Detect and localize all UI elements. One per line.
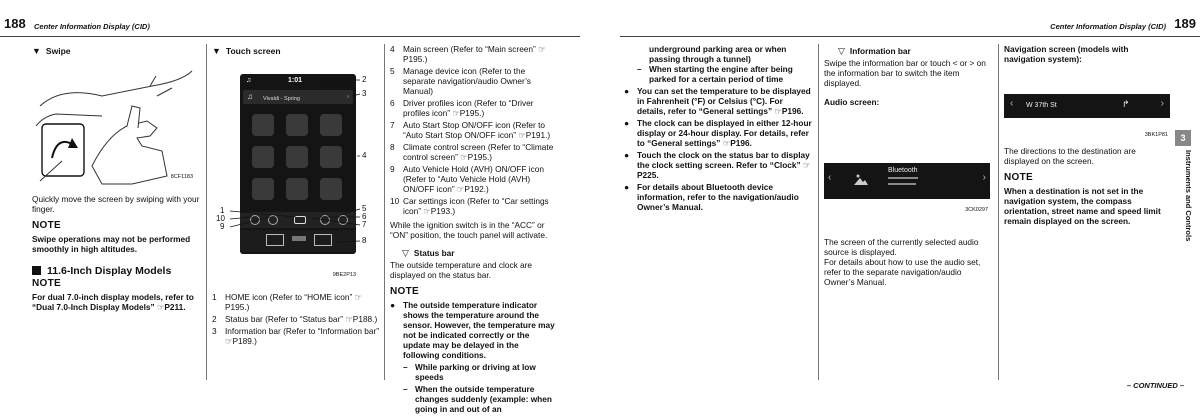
navigation-screen[interactable] [1004,94,1170,118]
list-item: 9 Auto Vehicle Hold (AVH) ON/OFF icon (Refer to “Auto Vehicle Hold (AVH) ON/OFF icon” ☞P192.) [390,164,544,194]
touch-screen-column [212,44,380,348]
chapter-tab: 3 [1175,130,1191,146]
information-bar-column [824,44,992,287]
note-bullet: ● The outside temperature indicator shows the temperature around the sensor. However, the temperature may not be indicated correctly or the update may be delayed in the following conditions. [390,300,555,360]
media-title: Vivaldi - Spring [263,96,300,102]
figure-code: 9BE2P13 [332,272,356,278]
navigation-column [1004,44,1170,226]
status-clock[interactable]: 1:01 [288,77,303,84]
note-heading: NOTE [32,278,61,289]
square-bullet-icon [32,266,41,275]
note-heading: NOTE [32,220,61,231]
navigation-figure [1004,64,1170,146]
note-bullet: ● Touch the clock on the status bar to display the clock setting screen. Refer to “Clock” ☞P225. [624,150,811,180]
figure-code: 3CK0297 [965,207,988,213]
triangle-down-icon: ▼ [212,46,221,56]
ignition-text: While the ignition switch is in the “ACC” or “ON” position, the touch panel will activate. [390,220,548,240]
audio-text: For details about how to use the audio set, refer to the separate navigation/audio Owner’s Manual. [824,257,981,287]
swipe-illustration [32,66,197,186]
music-note-icon: ♫ [247,92,253,101]
album-art-icon [854,173,868,185]
note-bullet: ● For details about Bluetooth device information, refer to the navigation/audio Owner’s Manual. [624,182,799,212]
touch-screen-figure [212,66,380,286]
triangle-outline-icon: ▽ [838,46,845,56]
note-bullet: ● The clock can be displayed in either 12-hour display or 24-hour display. For details, refer to “General settings” ☞P196. [624,118,812,148]
callout-2: 2 [362,75,367,84]
callout-4: 4 [362,151,367,160]
column-divider [206,44,207,380]
information-bar-text: Swipe the information bar or touch < or > on the information bar to switch the item displayed. [824,58,986,88]
bullet-icon: ● [390,300,396,310]
music-note-icon: ♫ [246,77,252,84]
touch-screen-legend-list-cont [390,44,556,216]
chevron-left-icon[interactable]: ‹ [1010,98,1014,109]
audio-screen-figure [824,107,990,237]
audio-text: The screen of the currently selected audio source is displayed. [824,237,979,257]
column-divider [998,44,999,380]
swipe-note-text: Swipe operations may not be performed smoothly in high altitudes. [32,234,191,254]
list-item: 6 Driver profiles icon (Refer to “Driver profiles icon” ☞P195.) [390,98,534,118]
swipe-text: Quickly move the screen by swiping with your finger. [32,194,200,214]
swipe-figure [32,66,197,186]
chevron-right-icon[interactable]: › [347,94,349,100]
touch-screen-legend-list [212,292,380,346]
track-info-line [888,177,918,179]
audio-screen-heading: Audio screen: [824,97,880,107]
nav-street-name: W 37th St [1026,102,1057,109]
callout-3: 3 [362,89,367,98]
callout-10: 10 [216,214,225,223]
chevron-left-icon[interactable]: ‹ [828,172,832,183]
header-title: Center Information Display (CID) [1050,22,1166,31]
bullet-icon: ● [624,86,630,96]
left-page [0,0,580,414]
chevron-right-icon[interactable]: › [982,172,986,183]
continued-label: – CONTINUED – [1126,381,1184,390]
swipe-heading: ▼ Swipe [32,46,71,56]
track-info-line [888,183,916,185]
list-item: 3 Information bar (Refer to “Information bar” ☞P189.) [212,326,380,346]
right-page-header [620,14,1200,37]
bullet-icon: ● [624,118,630,128]
bullet-icon: ● [624,182,630,192]
navigation-text: The directions to the destination are displayed on the screen. [1004,146,1136,166]
note-dash-item: – When the outside temperature changes suddenly (example: when going in and out of an [403,384,552,414]
audio-screen[interactable] [824,163,990,199]
status-bar-text: The outside temperature and clock are displayed on the status bar. [390,260,533,280]
chevron-right-icon[interactable]: › [1160,98,1164,109]
callout-8: 8 [362,236,367,245]
triangle-down-icon: ▼ [32,46,41,56]
note-heading: NOTE [1004,172,1033,183]
settings-column [624,44,812,214]
note-bullet: ● You can set the temperature to be displayed in Fahrenheit (°F) or Celsius (°C). For details, refer to “General settings” ☞P196. [624,86,811,116]
list-item: 2 Status bar (Refer to “Status bar” ☞P188.) [212,314,378,324]
triangle-outline-icon: ▽ [402,248,409,258]
touch-screen-heading: ▼ Touch screen [212,46,281,56]
callout-5: 5 [362,204,367,213]
legend-column [390,44,556,416]
page-number: 189 [1174,16,1196,31]
chapter-tab-label: Instruments and Controls [1184,150,1193,242]
column-divider [384,44,385,380]
page-number: 188 [4,16,26,31]
list-item: 4 Main screen (Refer to “Main screen” ☞P195.) [390,44,546,64]
note-dash-item: – When starting the engine after being parked for a certain period of time [637,64,793,84]
header-title: Center Information Display (CID) [34,22,150,31]
note-heading: NOTE [390,286,419,297]
display-models-heading: 11.6-Inch Display Models [32,266,200,276]
list-item: 7 Auto Start Stop ON/OFF icon (Refer to “Auto Start Stop ON/OFF icon” ☞P191.) [390,120,551,140]
audio-source-label: Bluetooth [888,167,918,174]
note-dash-item: – While parking or driving at low speeds [403,362,536,382]
callout-lines [212,66,380,286]
callout-7: 7 [362,220,367,229]
left-page-header [0,14,580,37]
callout-9: 9 [220,222,225,231]
column-divider [818,44,819,380]
callout-1: 1 [220,206,225,215]
swipe-column [32,44,200,312]
turn-arrow-icon: ↱ [1122,99,1130,109]
list-item: 1 HOME icon (Refer to “HOME icon” ☞P195.) [212,292,362,312]
list-item: 5 Manage device icon (Refer to the separate navigation/audio Owner’s Manual) [390,66,531,96]
list-item: 8 Climate control screen (Refer to “Climate control screen” ☞P195.) [390,142,554,162]
information-bar-heading: ▽ Information bar [838,46,911,56]
display-models-note-text: For dual 7.0-inch display models, refer to “Dual 7.0-Inch Display Models” ☞P211. [32,292,194,312]
right-page [620,0,1200,402]
figure-code: 3BK1P81 [1144,132,1168,138]
bullet-icon: ● [624,150,630,160]
callout-6: 6 [362,212,367,221]
continued-text: underground parking area or when passing through a tunnel) [649,44,787,64]
navigation-note-text: When a destination is not set in the navigation system, the compass orientation, street name and speed limit remain displayed on the screen. [1004,186,1161,226]
list-item: 10 Car settings icon (Refer to “Car settings icon” ☞P193.) [390,196,549,216]
navigation-heading: Navigation screen (models with navigation system): [1004,44,1129,64]
status-bar-heading: ▽ Status bar [402,248,455,258]
figure-code: 8CF1183 [170,174,193,180]
